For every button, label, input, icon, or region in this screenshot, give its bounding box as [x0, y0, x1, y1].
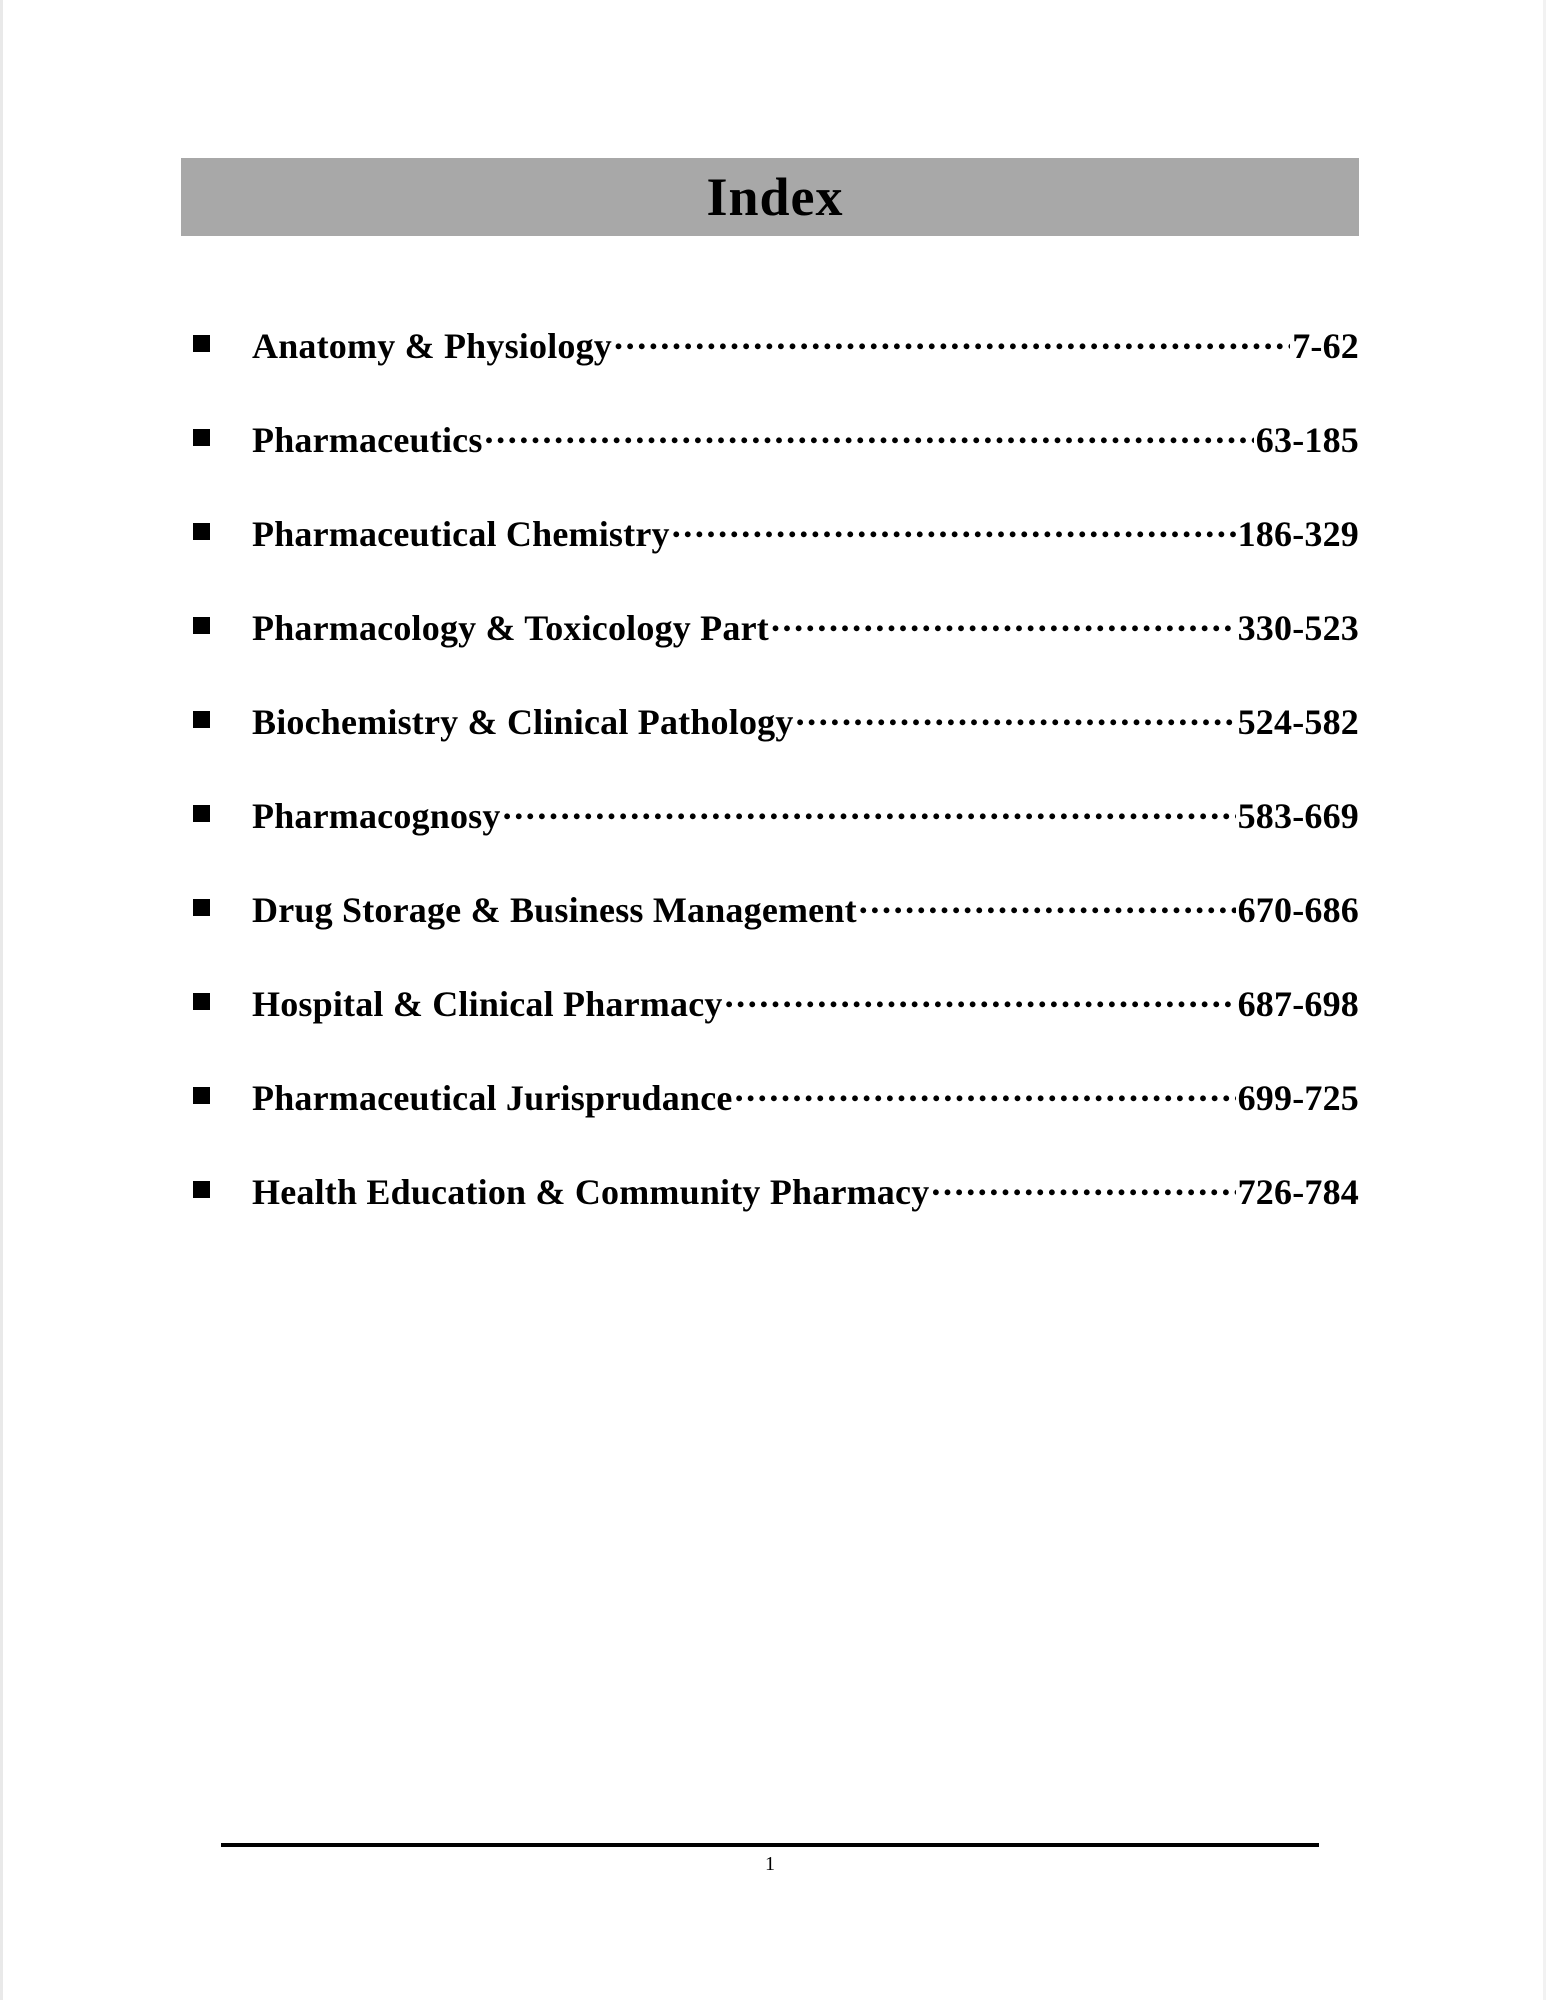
index-entry-pages: 726-784	[1237, 1172, 1359, 1212]
index-entry-label: Pharmacology & Toxicology Part	[252, 608, 769, 648]
square-bullet-icon	[193, 523, 210, 540]
page-title: Index	[706, 167, 844, 227]
index-entry[interactable]	[193, 698, 1359, 792]
index-title-banner	[181, 158, 1359, 236]
footer-page-number: 1	[765, 1853, 775, 1875]
dot-leader-icon	[614, 322, 1290, 358]
index-entry-pages: 186-329	[1237, 514, 1359, 554]
dot-leader-icon	[503, 792, 1236, 828]
index-entry[interactable]	[193, 416, 1359, 510]
dot-leader-icon	[672, 510, 1236, 546]
square-bullet-icon	[193, 335, 210, 352]
index-entry[interactable]	[193, 510, 1359, 604]
square-bullet-icon	[193, 1087, 210, 1104]
index-entry-pages: 7-62	[1292, 326, 1359, 366]
index-entry-pages: 687-698	[1237, 984, 1359, 1024]
index-entry-pages: 524-582	[1237, 702, 1359, 742]
index-entry-pages: 330-523	[1237, 608, 1359, 648]
dot-leader-icon	[931, 1168, 1235, 1204]
square-bullet-icon	[193, 805, 210, 822]
index-entry-label: Pharmacognosy	[252, 796, 501, 836]
page-content-area	[181, 0, 1359, 2000]
index-entry-label: Health Education & Community Pharmacy	[252, 1172, 930, 1212]
square-bullet-icon	[193, 993, 210, 1010]
index-entry-label: Pharmaceutics	[252, 420, 483, 460]
index-entry-label: Drug Storage & Business Management	[252, 890, 857, 930]
index-entry-label: Anatomy & Physiology	[252, 326, 613, 366]
square-bullet-icon	[193, 1181, 210, 1198]
index-entry[interactable]	[193, 792, 1359, 886]
square-bullet-icon	[193, 429, 210, 446]
index-entry-pages: 699-725	[1237, 1078, 1359, 1118]
dot-leader-icon	[485, 416, 1254, 452]
index-entry-label: Pharmaceutical Jurisprudance	[252, 1078, 733, 1118]
square-bullet-icon	[193, 617, 210, 634]
dot-leader-icon	[735, 1074, 1236, 1110]
footer-divider	[221, 1843, 1319, 1847]
index-entry[interactable]	[193, 1168, 1359, 1262]
dot-leader-icon	[771, 604, 1236, 640]
square-bullet-icon	[193, 711, 210, 728]
index-entry[interactable]	[193, 886, 1359, 980]
index-entry-pages: 670-686	[1237, 890, 1359, 930]
index-entry[interactable]	[193, 1074, 1359, 1168]
index-entry[interactable]	[193, 980, 1359, 1074]
square-bullet-icon	[193, 899, 210, 916]
dot-leader-icon	[725, 980, 1236, 1016]
index-entry[interactable]	[193, 322, 1359, 416]
index-entry-label: Biochemistry & Clinical Pathology	[252, 702, 794, 742]
dot-leader-icon	[859, 886, 1236, 922]
dot-leader-icon	[796, 698, 1236, 734]
index-entry-list	[193, 322, 1359, 1262]
index-entry-label: Hospital & Clinical Pharmacy	[252, 984, 723, 1024]
index-entry-label: Pharmaceutical Chemistry	[252, 514, 670, 554]
index-entry-pages: 63-185	[1255, 420, 1359, 460]
index-entry[interactable]	[193, 604, 1359, 698]
index-entry-pages: 583-669	[1237, 796, 1359, 836]
